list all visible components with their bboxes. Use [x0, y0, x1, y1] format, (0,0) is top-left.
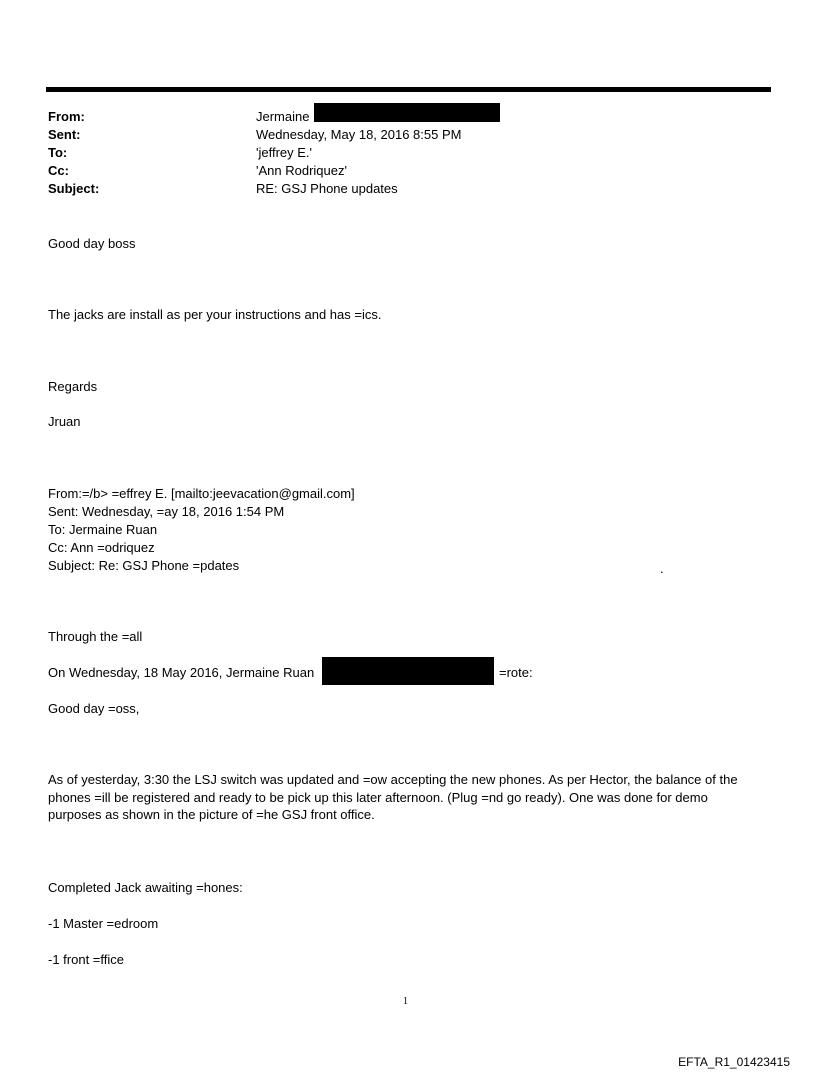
quoted-cc: Cc: Ann =odriquez	[48, 540, 155, 555]
page-number: 1	[403, 996, 408, 1007]
completed-heading: Completed Jack awaiting =hones:	[48, 880, 243, 895]
quoted-sent: Sent: Wednesday, =ay 18, 2016 1:54 PM	[48, 504, 285, 519]
redaction-box	[322, 657, 494, 685]
list-item: -1 Master =edroom	[48, 916, 159, 931]
from-label: From:	[48, 109, 85, 124]
header-divider	[46, 87, 771, 92]
reply-greeting: Good day boss	[48, 236, 136, 251]
quoted-paragraph: As of yesterday, 3:30 the LSJ switch was updated and =ow accepting the new phones. As per Hector, the balance of the phones =ill be registered and ready to be pick up this later afternoon. (Plug =nd go ready). One was done for demo purposes as shown in the picture of =he GSJ front office.	[48, 772, 738, 822]
subject-label: Subject:	[48, 181, 100, 196]
quoted-on-suffix: =rote:	[499, 665, 533, 680]
reply-closing: Regards	[48, 379, 98, 394]
quoted-line1: Through the =all	[48, 629, 143, 644]
stray-mark: .	[660, 561, 664, 576]
quoted-greeting: Good day =oss,	[48, 701, 140, 716]
redaction-box	[314, 103, 500, 122]
from-value: Jermaine	[256, 109, 310, 124]
list-item: -1 front =ffice	[48, 952, 124, 967]
sent-label: Sent:	[48, 127, 81, 142]
quoted-from: From:=/b> =effrey E. [mailto:jeevacation@gmail.com]	[48, 486, 355, 501]
quoted-to: To: Jermaine Ruan	[48, 522, 158, 537]
quoted-subject: Subject: Re: GSJ Phone =pdates	[48, 558, 240, 573]
to-value: 'jeffrey E.'	[256, 145, 313, 160]
cc-value: 'Ann Rodriquez'	[256, 163, 347, 178]
subject-value: RE: GSJ Phone updates	[256, 181, 398, 196]
reply-signature: Jruan	[48, 414, 81, 429]
document-id: EFTA_R1_01423415	[678, 1055, 790, 1069]
reply-line: The jacks are install as per your instructions and has =ics.	[48, 307, 382, 322]
sent-value: Wednesday, May 18, 2016 8:55 PM	[256, 127, 462, 142]
quoted-on-prefix: On Wednesday, 18 May 2016, Jermaine Ruan	[48, 665, 315, 680]
to-label: To:	[48, 145, 68, 160]
cc-label: Cc:	[48, 163, 69, 178]
